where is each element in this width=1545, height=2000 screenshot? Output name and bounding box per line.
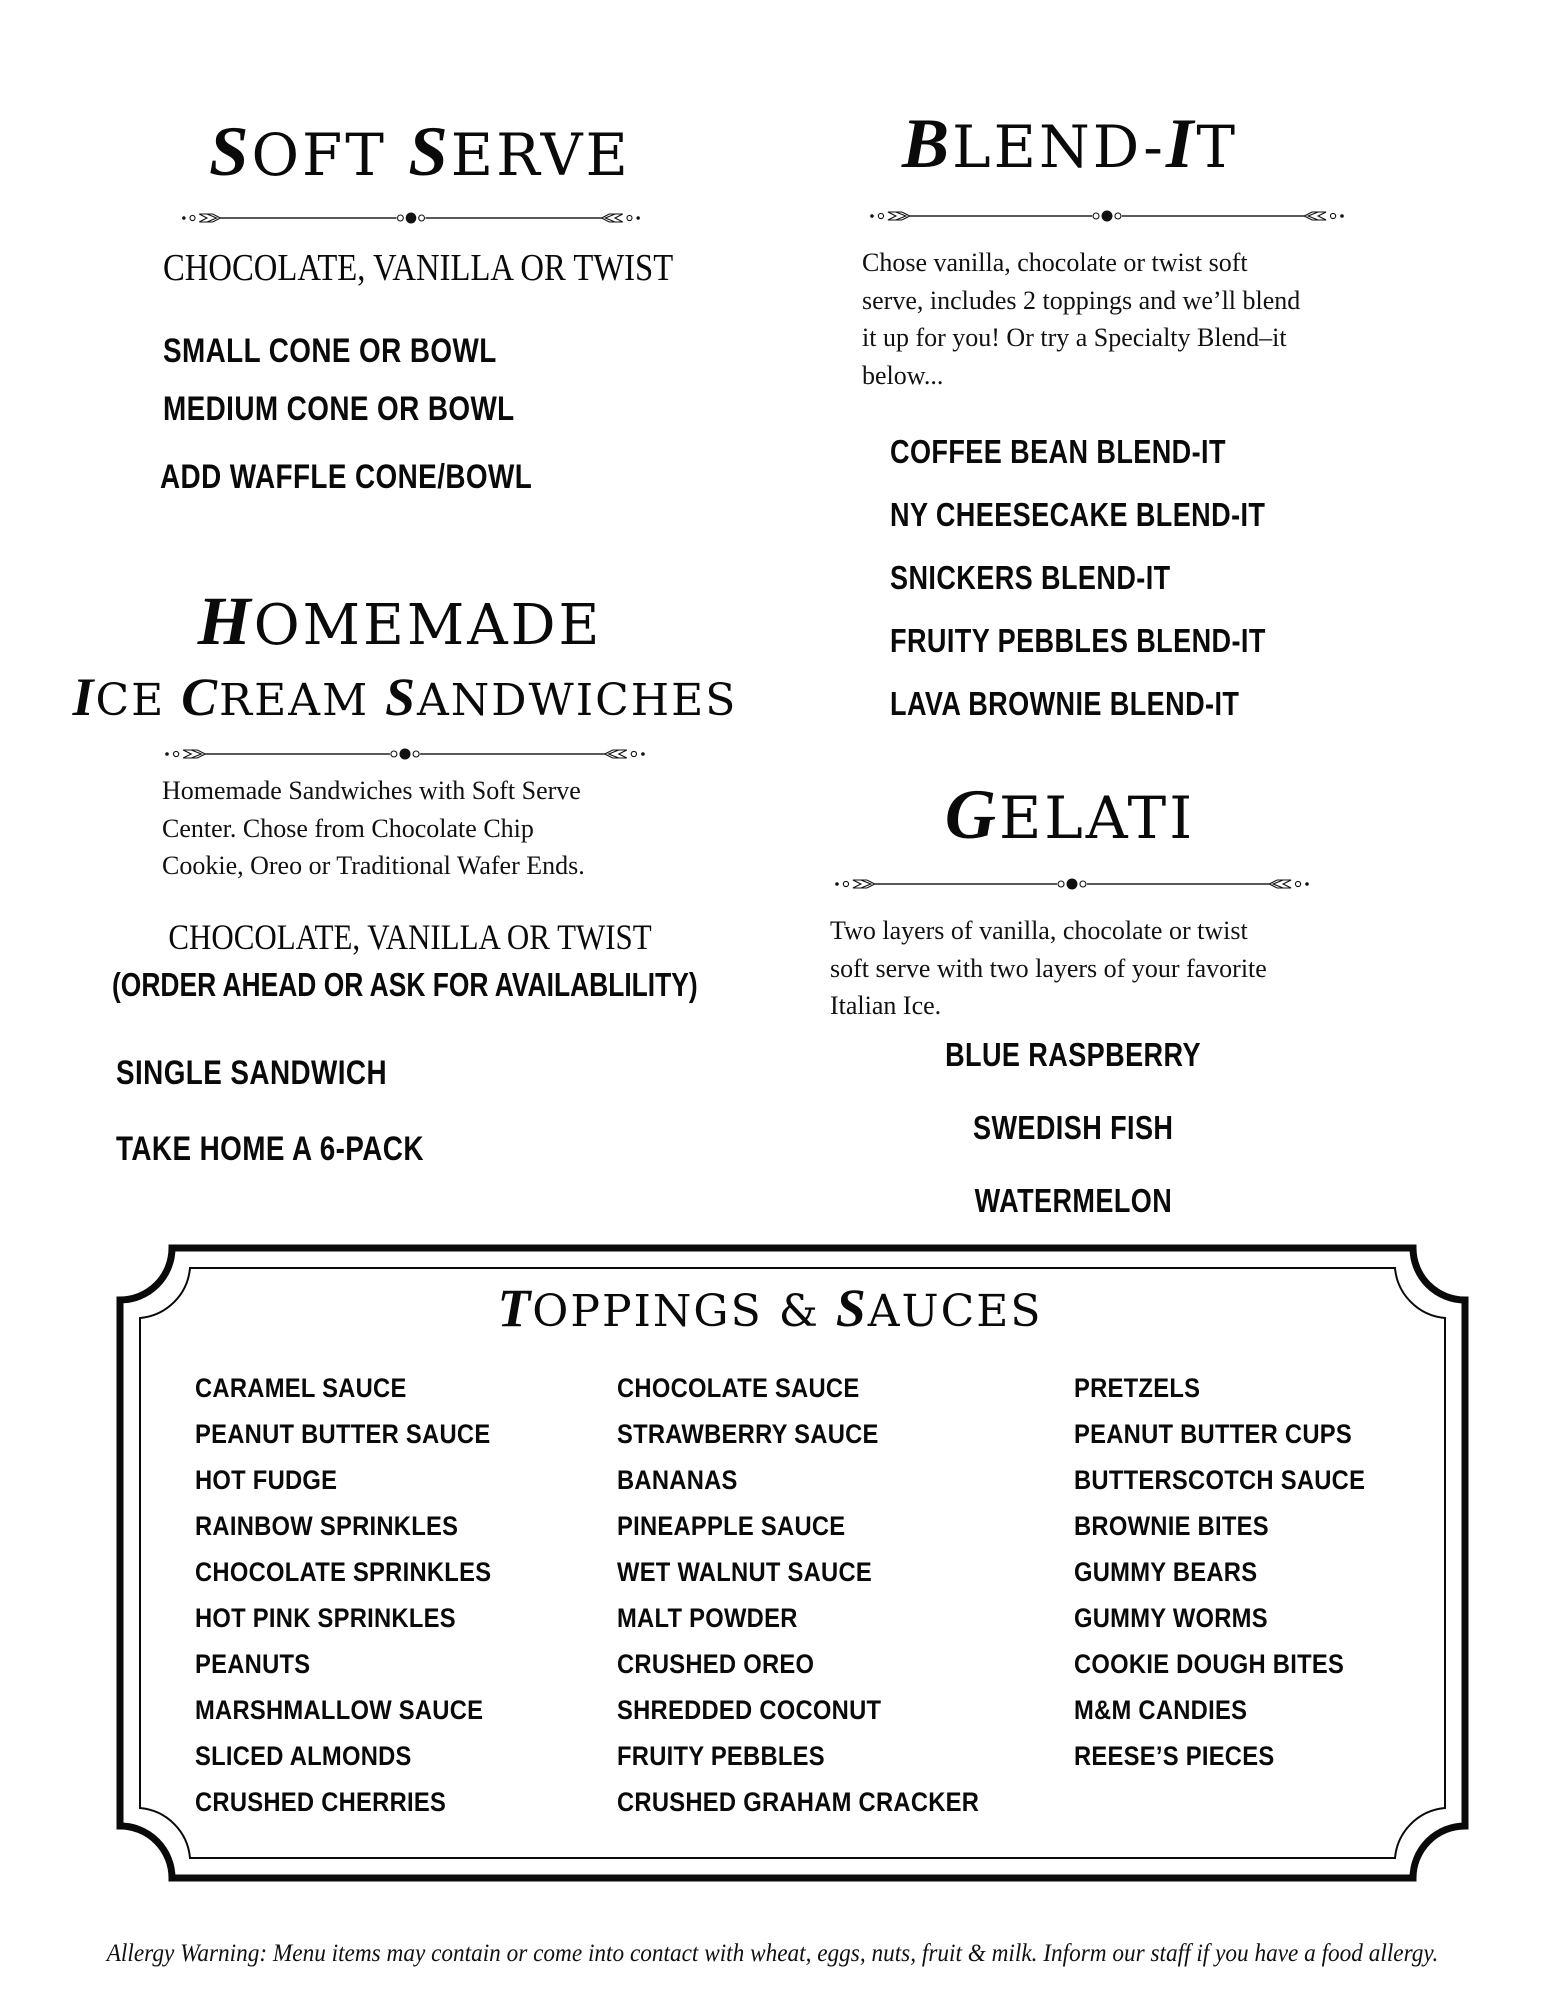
sandwiches-description: Homemade Sandwiches with Soft Serve Center. Chose from Chocolate Chip Cookie, Oreo or Traditional Wafer Ends. (162, 776, 585, 880)
menu-item-coffee-bean-blend-it: COFFEE BEAN BLEND-IT (890, 433, 1226, 470)
sandwiches-flavors-subtitle: CHOCOLATE, VANILLA OR TWIST (168, 917, 652, 957)
topping-item: RAINBOW SPRINKLES (195, 1511, 459, 1541)
topping-item: COOKIE DOUGH BITES (1074, 1649, 1345, 1679)
topping-item: CHOCOLATE SPRINKLES (195, 1557, 492, 1587)
topping-item: CHOCOLATE SAUCE (617, 1373, 860, 1403)
menu-item-fruity-pebbles-blend-it: FRUITY PEBBLES BLEND-IT (890, 622, 1266, 659)
sandwiches-title-line1: HOMEMADE (197, 583, 603, 659)
topping-item: CRUSHED CHERRIES (195, 1787, 447, 1817)
topping-item: PINEAPPLE SAUCE (617, 1511, 846, 1541)
menu-item-snickers-blend-it: SNICKERS BLEND-IT (890, 559, 1171, 596)
menu-item-add-waffle-cone: ADD WAFFLE CONE/BOWL (160, 458, 533, 496)
topping-item: PEANUTS (195, 1649, 311, 1679)
topping-item: GUMMY WORMS (1074, 1603, 1268, 1633)
menu-item-ny-cheesecake-blend-it: NY CHEESECAKE BLEND-IT (890, 496, 1266, 533)
menu-item-lava-brownie-blend-it: LAVA BROWNIE BLEND-IT (890, 685, 1240, 722)
blend-it-title: BLEND-IT (901, 105, 1239, 183)
menu-item-single-sandwich: SINGLE SANDWICH (116, 1054, 388, 1092)
topping-item: REESE’S PIECES (1074, 1741, 1275, 1771)
topping-item: BUTTERSCOTCH SAUCE (1074, 1465, 1366, 1495)
topping-item: FRUITY PEBBLES (617, 1741, 825, 1771)
menu-item-small-cone: SMALL CONE OR BOWL (163, 332, 497, 370)
menu-item-six-pack: TAKE HOME A 6-PACK (116, 1130, 424, 1168)
topping-item: M&M CANDIES (1074, 1695, 1248, 1725)
gelati-title: GELATI (944, 776, 1196, 854)
topping-item: CRUSHED OREO (617, 1649, 815, 1679)
soft-serve-flavors-subtitle: CHOCOLATE, VANILLA OR TWIST (163, 247, 674, 289)
blend-it-divider-ornament (868, 206, 1346, 226)
topping-item: STRAWBERRY SAUCE (617, 1419, 879, 1449)
topping-item: PRETZELS (1074, 1373, 1201, 1403)
soft-serve-title: SOFT SERVE (209, 113, 631, 191)
topping-item: BANANAS (617, 1465, 738, 1495)
allergy-warning: Allergy Warning: Menu items may contain or come into contact with wheat, eggs, nuts, fruit & milk. Inform our staff if you have a food allergy. (106, 1940, 1439, 1967)
topping-item: GUMMY BEARS (1074, 1557, 1258, 1587)
topping-item: HOT PINK SPRINKLES (195, 1603, 456, 1633)
topping-item: SLICED ALMONDS (195, 1741, 412, 1771)
toppings-title: TOPPINGS & SAUCES (497, 1278, 1043, 1338)
gelati-flavor-swedish-fish: SWEDISH FISH (972, 1109, 1174, 1146)
topping-item: MARSHMALLOW SAUCE (195, 1695, 484, 1725)
topping-item: BROWNIE BITES (1074, 1511, 1269, 1541)
sandwiches-availability-note: (ORDER AHEAD OR ASK FOR AVAILABLILITY) (112, 966, 698, 1003)
topping-item: CARAMEL SAUCE (195, 1373, 407, 1403)
topping-item: WET WALNUT SAUCE (617, 1557, 873, 1587)
topping-item: CRUSHED GRAHAM CRACKER (617, 1787, 980, 1817)
gelati-flavor-watermelon: WATERMELON (974, 1182, 1172, 1219)
topping-item: PEANUT BUTTER SAUCE (195, 1419, 491, 1449)
topping-item: MALT POWDER (617, 1603, 798, 1633)
soft-serve-divider-ornament (180, 208, 642, 228)
gelati-flavor-blue-raspberry: BLUE RASPBERRY (945, 1036, 1201, 1073)
topping-item: PEANUT BUTTER CUPS (1074, 1419, 1353, 1449)
gelati-description: Two layers of vanilla, chocolate or twist soft serve with two layers of your favorite Italian Ice. (830, 916, 1267, 1020)
sandwiches-divider-ornament (163, 744, 647, 764)
gelati-divider-ornament (833, 874, 1311, 894)
blend-it-description: Chose vanilla, chocolate or twist soft serve, includes 2 toppings and we’ll blend it up for you! Or try a Specialty Blend–it below... (862, 248, 1301, 390)
topping-item: SHREDDED COCONUT (617, 1695, 882, 1725)
sandwiches-title-line2: ICE CREAM SANDWICHES (72, 667, 738, 727)
topping-item: HOT FUDGE (195, 1465, 338, 1495)
menu-item-medium-cone: MEDIUM CONE OR BOWL (163, 390, 515, 428)
